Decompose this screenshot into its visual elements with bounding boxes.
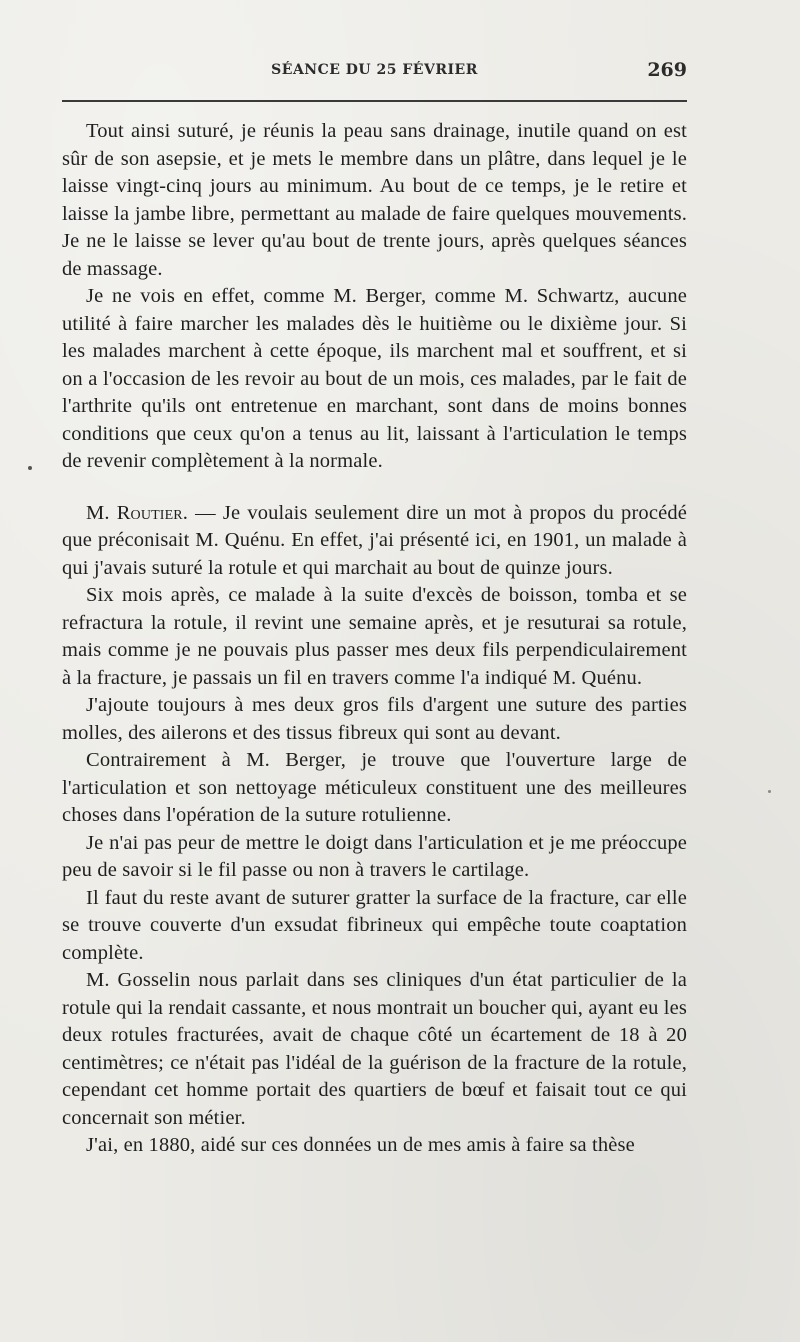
paragraph-text: M. Gosselin nous parlait dans ses cliniques d'un état particulier de la rotule qui la rendait cassante, et nous montrait un boucher qui, ayant eu les deux rotules fracturées, avait de chaque côté un écartement de 18 à 20 centimètres; ce n'était pas l'idéal de la guérison de la fracture de la rotule, cependant cet homme portait des quartiers de bœuf et faisait tout ce qui concernait son métier. [62,969,687,1129]
header-rule [62,100,687,102]
page-header [62,59,687,86]
paragraph-6 [62,747,687,830]
paragraph-9 [62,967,687,1132]
paragraph-text: J'ajoute toujours à mes deux gros fils d'argent une suture des parties molles, des ailerons et des tissus fibreux qui sont au devant. [62,694,687,744]
body-text [62,118,687,1160]
paragraph-text: — Je voulais seulement dire un mot à propos du procédé que préconisait M. Quénu. En effet, j'ai présenté ici, en 1901, un malade à qui j'avais suturé la rotule et qui marchait au bout de quinze jours. [62,501,687,579]
paragraph-4 [62,582,687,692]
paragraph-text: Il faut du reste avant de suturer gratter la surface de la fracture, car elle se trouve couverte d'un exsudat fibrineux qui empêche toute coaptation complète. [62,886,687,964]
paragraph-text: Je n'ai pas peur de mettre le doigt dans l'articulation et je me préoccupe peu de savoir si le fil passe ou non à travers le cartilage. [62,831,687,881]
speaker-name: M. Routier. [86,501,189,524]
page-number: 269 [647,59,687,81]
paragraph-10 [62,1132,687,1160]
paragraph-text: Contrairement à M. Berger, je trouve que l'ouverture large de l'articulation et son nettoyage méticuleux constituent une des meilleures choses dans l'opération de la suture rotulienne. [62,749,687,826]
paragraph-text: Je ne vois en effet, comme M. Berger, comme M. Schwartz, aucune utilité à faire marcher les malades dès le huitième ou le dixième jour. Si les malades marchent à cette époque, ils marchent mal et souffrent, et si on a l'occasion de les revoir au bout de un mois, ces malades, par le fait de l'arthrite qu'ils ont entretenue en marchant, sont dans de moins bonnes conditions que ceux qu'on a tenus au lit, laissant à l'articulation le temps de revenir complètement à la normale. [62,285,687,472]
paragraph-2 [62,283,687,476]
paragraph-text: Tout ainsi suturé, je réunis la peau sans drainage, inutile quand on est sûr de son asepsie, et je mets le membre dans un plâtre, dans lequel je le laisse vingt-cinq jours au minimum. Au bout de ce temps, je le retire et laisse la jambe libre, permettant au malade de faire quelques mouvements. Je ne le laisse se lever qu'au bout de trente jours, après quelques séances de massage. [62,120,687,280]
margin-speck [768,790,771,793]
paragraph-text: Six mois après, ce malade à la suite d'excès de boisson, tomba et se refractura la rotule, il revint une semaine après, et je resuturai sa rotule, mais comme je ne pouvais plus passer mes deux fils perpendiculairement à la fracture, je passais un fil en travers comme l'a indiqué M. Quénu. [62,584,687,689]
running-title: SÉANCE DU 25 FÉVRIER [271,62,478,78]
paragraph-7 [62,830,687,885]
paragraph-1 [62,118,687,283]
margin-mark [28,466,32,470]
paragraph-8 [62,885,687,968]
paragraph-5 [62,692,687,747]
paragraph-text: J'ai, en 1880, aidé sur ces données un de mes amis à faire sa thèse [86,1134,635,1156]
paragraph-3 [62,500,687,583]
